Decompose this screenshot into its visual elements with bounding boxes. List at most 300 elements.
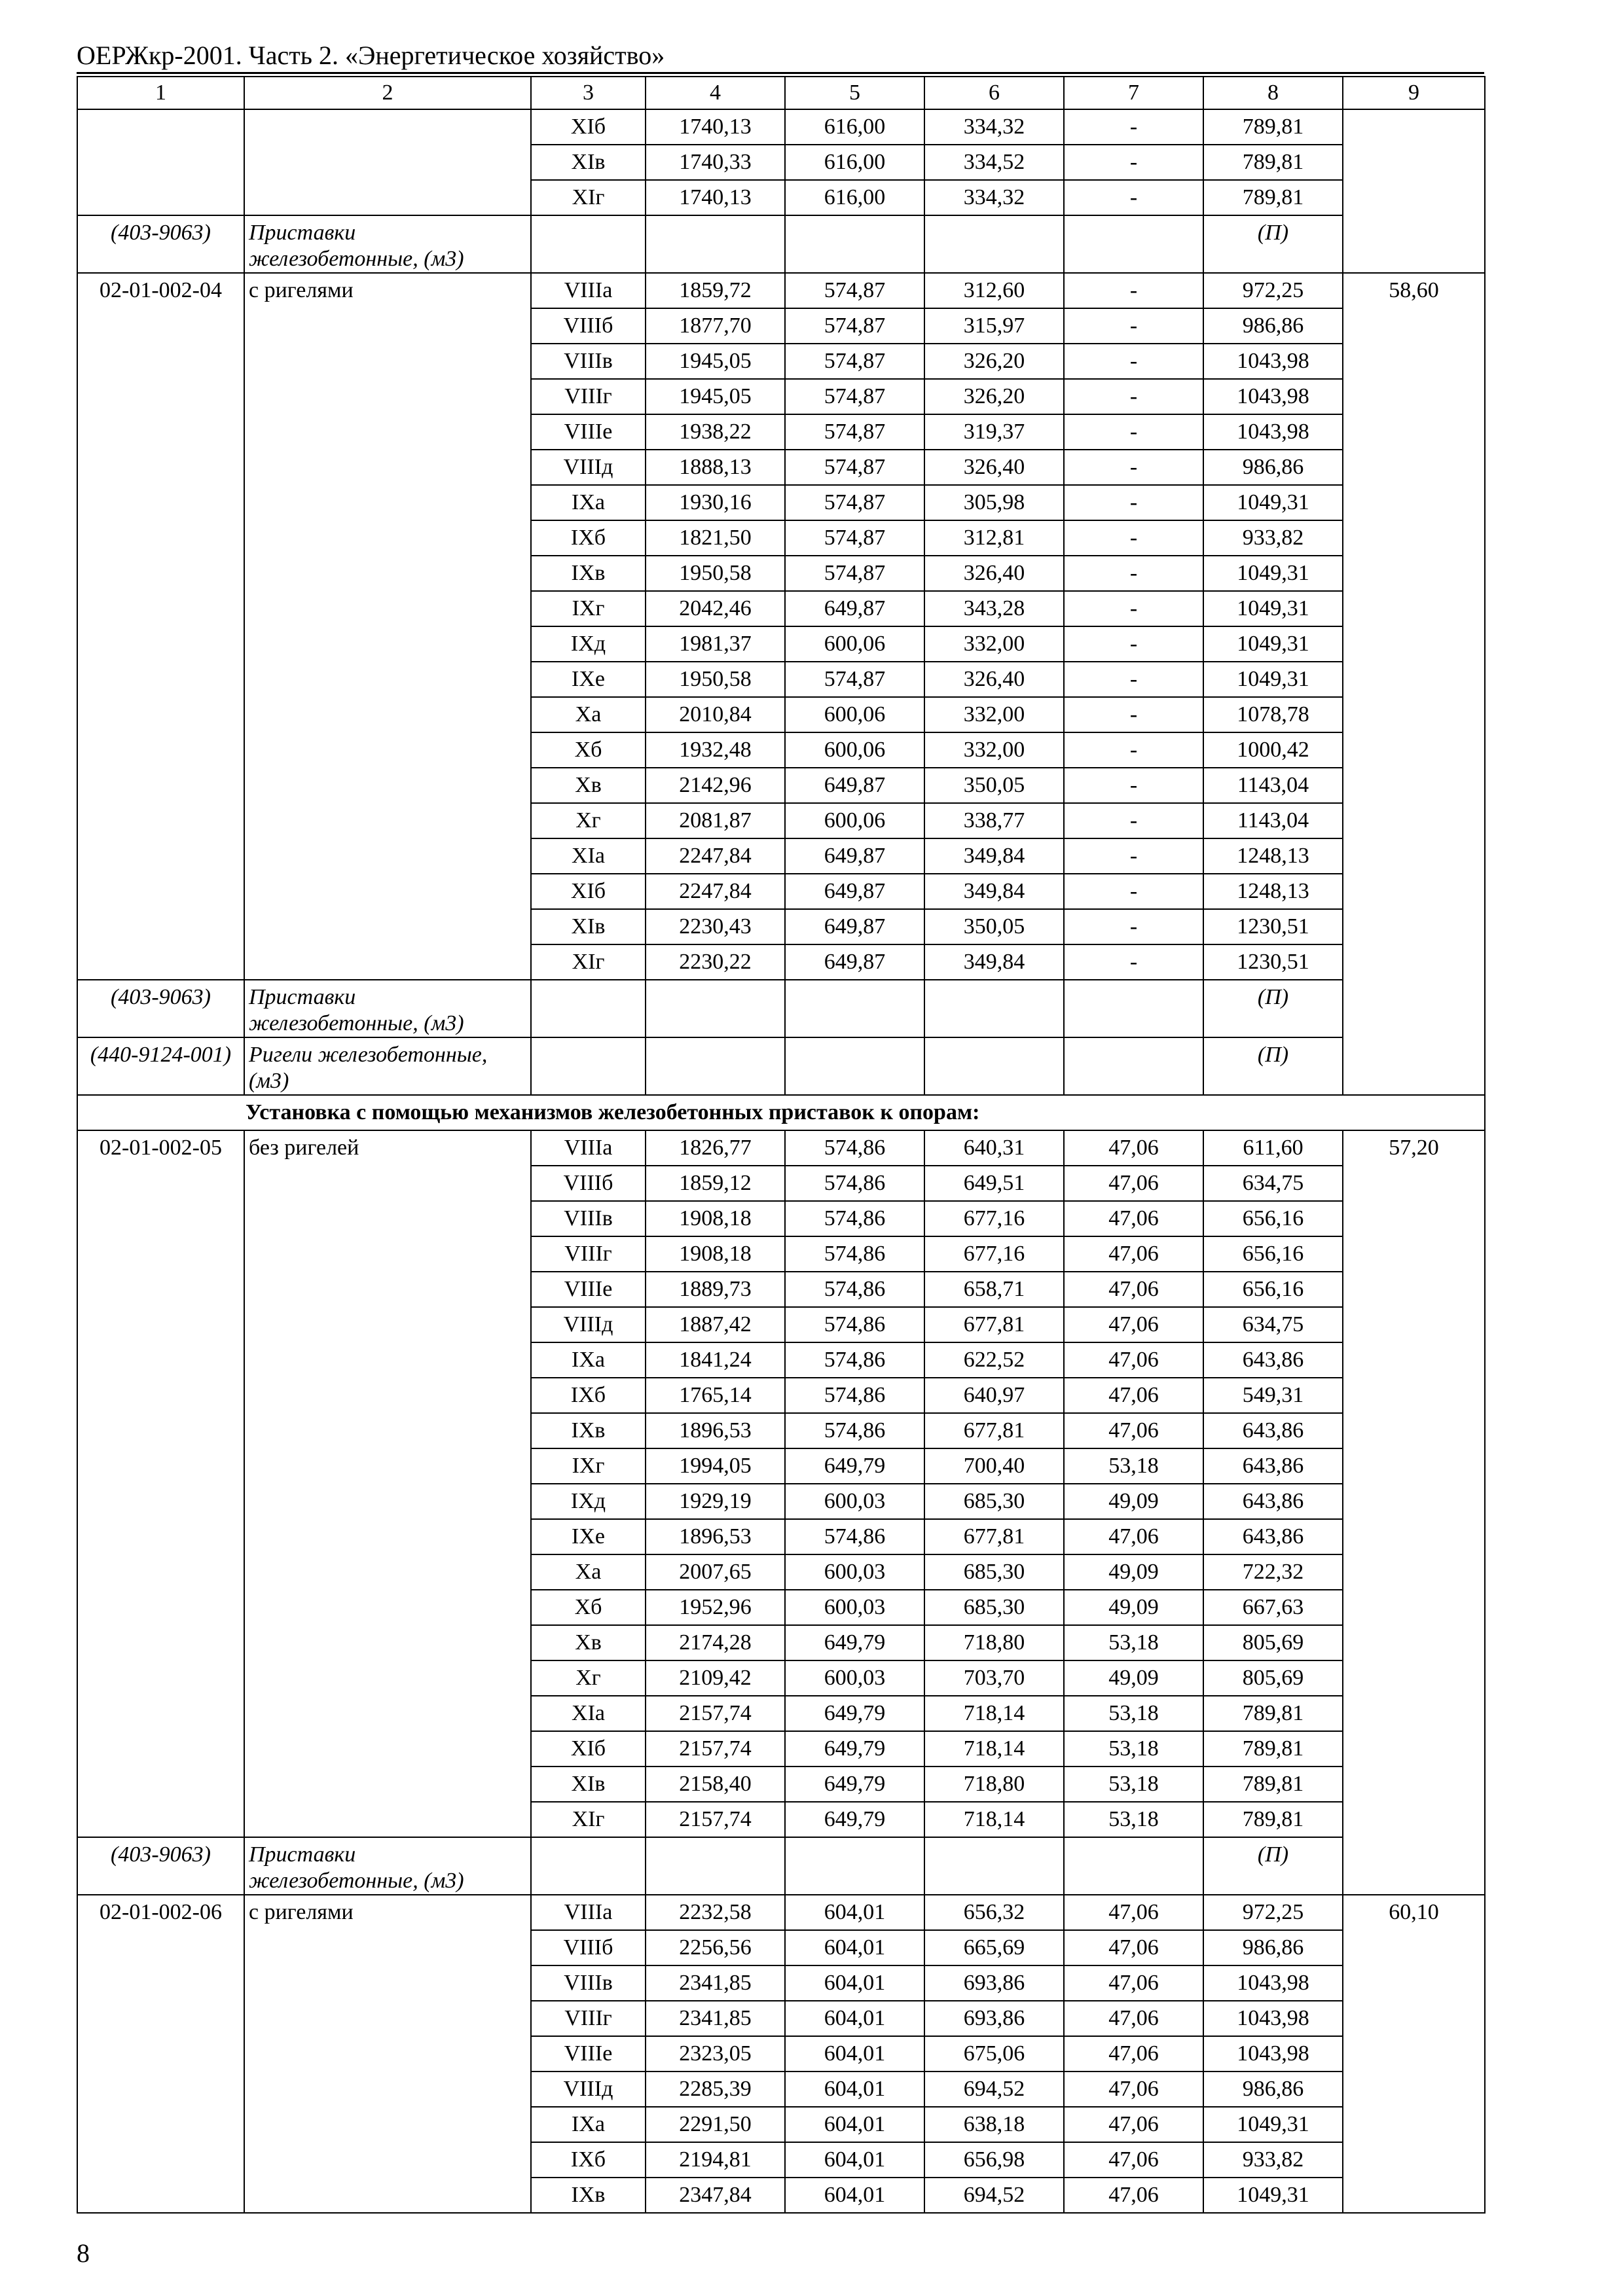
cell-col-6: 693,86 bbox=[924, 2001, 1064, 2036]
cell-col-5: 604,01 bbox=[785, 2142, 924, 2178]
cell-col-5: 649,79 bbox=[785, 1767, 924, 1802]
material-note-row bbox=[77, 215, 1485, 273]
cell-col-5: 649,87 bbox=[785, 838, 924, 874]
cell-col-5: 574,86 bbox=[785, 1272, 924, 1307]
empty-cell bbox=[924, 215, 1064, 273]
cell-col-3: IXг bbox=[531, 591, 646, 626]
cell-col-7: 49,09 bbox=[1064, 1660, 1203, 1696]
column-number: 1 bbox=[77, 77, 244, 109]
cell-col-6: 694,52 bbox=[924, 2072, 1064, 2107]
cell-col-6: 685,30 bbox=[924, 1554, 1064, 1590]
cell-col-4: 1841,24 bbox=[646, 1342, 785, 1378]
cell-col-7: - bbox=[1064, 838, 1203, 874]
norm-value bbox=[1343, 109, 1485, 273]
cell-col-5: 604,01 bbox=[785, 2001, 924, 2036]
column-number: 5 bbox=[785, 77, 924, 109]
cell-col-6: 693,86 bbox=[924, 1965, 1064, 2001]
cell-col-8: 1000,42 bbox=[1203, 732, 1343, 768]
cell-col-8: 1049,31 bbox=[1203, 591, 1343, 626]
cell-col-6: 319,37 bbox=[924, 414, 1064, 450]
empty-cell bbox=[785, 980, 924, 1037]
cell-col-7: 49,09 bbox=[1064, 1554, 1203, 1590]
cell-col-7: - bbox=[1064, 308, 1203, 344]
cell-col-7: 49,09 bbox=[1064, 1590, 1203, 1625]
cell-col-5: 616,00 bbox=[785, 180, 924, 215]
cell-col-3: IXг bbox=[531, 1448, 646, 1484]
cell-col-7: 53,18 bbox=[1064, 1625, 1203, 1660]
cell-col-6: 694,52 bbox=[924, 2178, 1064, 2213]
cell-col-6: 677,16 bbox=[924, 1236, 1064, 1272]
cell-col-8: 986,86 bbox=[1203, 450, 1343, 485]
table-row bbox=[77, 109, 1485, 145]
cell-col-7: - bbox=[1064, 626, 1203, 662]
cell-col-5: 574,86 bbox=[785, 1378, 924, 1413]
cell-col-6: 656,32 bbox=[924, 1895, 1064, 1930]
cell-col-8: 1043,98 bbox=[1203, 2001, 1343, 2036]
column-number: 3 bbox=[531, 77, 646, 109]
norm-value: 57,20 bbox=[1343, 1130, 1485, 1895]
cell-col-8: 1049,31 bbox=[1203, 2107, 1343, 2142]
material-name: Приставки железобетонные, (м3) bbox=[244, 980, 531, 1037]
table-body bbox=[77, 77, 1485, 2213]
cell-col-7: - bbox=[1064, 344, 1203, 379]
empty-cell bbox=[924, 980, 1064, 1037]
cell-col-3: XIв bbox=[531, 145, 646, 180]
cell-col-8: 789,81 bbox=[1203, 1731, 1343, 1767]
cell-col-7: - bbox=[1064, 944, 1203, 980]
cell-col-7: 53,18 bbox=[1064, 1802, 1203, 1837]
cell-col-6: 334,52 bbox=[924, 145, 1064, 180]
cell-col-5: 649,87 bbox=[785, 591, 924, 626]
cell-col-4: 2157,74 bbox=[646, 1731, 785, 1767]
cell-col-8: 986,86 bbox=[1203, 308, 1343, 344]
cell-col-6: 677,81 bbox=[924, 1307, 1064, 1342]
cell-col-8: 1049,31 bbox=[1203, 626, 1343, 662]
cell-col-5: 574,86 bbox=[785, 1166, 924, 1201]
cell-col-3: VIIIг bbox=[531, 2001, 646, 2036]
cell-col-3: IXа bbox=[531, 2107, 646, 2142]
material-note-row bbox=[77, 980, 1485, 1037]
cell-col-3: XIа bbox=[531, 1696, 646, 1731]
cell-col-8: 1230,51 bbox=[1203, 944, 1343, 980]
cell-col-6: 622,52 bbox=[924, 1342, 1064, 1378]
cell-col-3: XIв bbox=[531, 909, 646, 944]
cell-col-7: - bbox=[1064, 450, 1203, 485]
cell-col-3: XIа bbox=[531, 838, 646, 874]
cell-col-6: 334,32 bbox=[924, 109, 1064, 145]
cell-col-8: 634,75 bbox=[1203, 1307, 1343, 1342]
cell-col-8: 656,16 bbox=[1203, 1236, 1343, 1272]
cell-col-6: 718,80 bbox=[924, 1625, 1064, 1660]
cell-col-8: 789,81 bbox=[1203, 1802, 1343, 1837]
cell-col-8: 1043,98 bbox=[1203, 344, 1343, 379]
cell-col-3: IXв bbox=[531, 2178, 646, 2213]
header-rule bbox=[77, 72, 1484, 74]
material-mark: (П) bbox=[1203, 1837, 1343, 1895]
cell-col-4: 2247,84 bbox=[646, 874, 785, 909]
material-note-row bbox=[77, 1037, 1485, 1095]
rate-code: 02-01-002-05 bbox=[77, 1130, 244, 1837]
cell-col-6: 349,84 bbox=[924, 874, 1064, 909]
table-row bbox=[77, 1895, 1485, 1930]
cell-col-8: 972,25 bbox=[1203, 273, 1343, 308]
cell-col-7: - bbox=[1064, 273, 1203, 308]
cell-col-6: 332,00 bbox=[924, 697, 1064, 732]
cell-col-3: IXе bbox=[531, 662, 646, 697]
cell-col-4: 2007,65 bbox=[646, 1554, 785, 1590]
empty-cell bbox=[646, 215, 785, 273]
rate-code: 02-01-002-04 bbox=[77, 273, 244, 980]
cell-col-5: 649,79 bbox=[785, 1731, 924, 1767]
cell-col-5: 649,79 bbox=[785, 1696, 924, 1731]
cell-col-4: 1740,13 bbox=[646, 109, 785, 145]
cell-col-3: VIIIе bbox=[531, 2036, 646, 2072]
column-numbers-row bbox=[77, 77, 1485, 109]
cell-col-3: IXа bbox=[531, 485, 646, 520]
cell-col-8: 1049,31 bbox=[1203, 485, 1343, 520]
cell-col-6: 685,30 bbox=[924, 1484, 1064, 1519]
cell-col-4: 2157,74 bbox=[646, 1696, 785, 1731]
material-mark: (П) bbox=[1203, 215, 1343, 273]
cell-col-6: 343,28 bbox=[924, 591, 1064, 626]
cell-col-6: 315,97 bbox=[924, 308, 1064, 344]
rate-name bbox=[244, 109, 531, 215]
cell-col-6: 350,05 bbox=[924, 768, 1064, 803]
empty-cell bbox=[785, 215, 924, 273]
cell-col-6: 332,00 bbox=[924, 626, 1064, 662]
cell-col-3: VIIIб bbox=[531, 1930, 646, 1965]
cell-col-3: XIб bbox=[531, 1731, 646, 1767]
cell-col-8: 667,63 bbox=[1203, 1590, 1343, 1625]
cell-col-5: 604,01 bbox=[785, 1965, 924, 2001]
empty-cell bbox=[785, 1037, 924, 1095]
cell-col-4: 1908,18 bbox=[646, 1236, 785, 1272]
cell-col-8: 805,69 bbox=[1203, 1660, 1343, 1696]
cell-col-6: 326,40 bbox=[924, 556, 1064, 591]
cell-col-8: 1043,98 bbox=[1203, 379, 1343, 414]
cell-col-3: XIв bbox=[531, 1767, 646, 1802]
cell-col-7: - bbox=[1064, 591, 1203, 626]
cell-col-3: XIг bbox=[531, 180, 646, 215]
cell-col-6: 640,97 bbox=[924, 1378, 1064, 1413]
cell-col-7: 47,06 bbox=[1064, 1236, 1203, 1272]
cell-col-5: 616,00 bbox=[785, 145, 924, 180]
cell-col-4: 1821,50 bbox=[646, 520, 785, 556]
empty-cell bbox=[924, 1837, 1064, 1895]
cell-col-6: 656,98 bbox=[924, 2142, 1064, 2178]
cell-col-4: 1765,14 bbox=[646, 1378, 785, 1413]
cell-col-4: 1896,53 bbox=[646, 1519, 785, 1554]
cell-col-7: 47,06 bbox=[1064, 1307, 1203, 1342]
cell-col-6: 326,40 bbox=[924, 662, 1064, 697]
cell-col-4: 2174,28 bbox=[646, 1625, 785, 1660]
cell-col-8: 986,86 bbox=[1203, 2072, 1343, 2107]
cell-col-8: 643,86 bbox=[1203, 1519, 1343, 1554]
cell-col-5: 574,86 bbox=[785, 1236, 924, 1272]
material-note-row bbox=[77, 1837, 1485, 1895]
material-name: Ригели железобетонные, (м3) bbox=[244, 1037, 531, 1095]
cell-col-3: Xг bbox=[531, 803, 646, 838]
cell-col-4: 2256,56 bbox=[646, 1930, 785, 1965]
cell-col-7: 47,06 bbox=[1064, 1930, 1203, 1965]
cell-col-4: 1929,19 bbox=[646, 1484, 785, 1519]
cell-col-6: 349,84 bbox=[924, 944, 1064, 980]
cell-col-3: XIг bbox=[531, 944, 646, 980]
material-mark: (П) bbox=[1203, 980, 1343, 1037]
cell-col-3: Xа bbox=[531, 1554, 646, 1590]
material-code: (403-9063) bbox=[77, 215, 244, 273]
cell-col-3: IXв bbox=[531, 556, 646, 591]
cell-col-6: 326,40 bbox=[924, 450, 1064, 485]
cell-col-7: 47,06 bbox=[1064, 2107, 1203, 2142]
cell-col-7: 47,06 bbox=[1064, 1519, 1203, 1554]
cell-col-3: VIIIа bbox=[531, 273, 646, 308]
cell-col-3: VIIIд bbox=[531, 450, 646, 485]
cell-col-5: 604,01 bbox=[785, 2178, 924, 2213]
empty-cell bbox=[531, 980, 646, 1037]
cell-col-7: 47,06 bbox=[1064, 2142, 1203, 2178]
cell-col-4: 1859,12 bbox=[646, 1166, 785, 1201]
cell-col-7: 47,06 bbox=[1064, 1272, 1203, 1307]
cell-col-4: 2291,50 bbox=[646, 2107, 785, 2142]
rate-name: с ригелями bbox=[244, 273, 531, 980]
cell-col-5: 604,01 bbox=[785, 2072, 924, 2107]
page-number: 8 bbox=[77, 2238, 90, 2268]
cell-col-7: 47,06 bbox=[1064, 1895, 1203, 1930]
column-number: 7 bbox=[1064, 77, 1203, 109]
cell-col-3: VIIIа bbox=[531, 1895, 646, 1930]
cell-col-5: 600,03 bbox=[785, 1484, 924, 1519]
cell-col-5: 574,86 bbox=[785, 1130, 924, 1166]
cell-col-4: 2142,96 bbox=[646, 768, 785, 803]
cell-col-3: VIIIд bbox=[531, 2072, 646, 2107]
cell-col-6: 350,05 bbox=[924, 909, 1064, 944]
cell-col-6: 703,70 bbox=[924, 1660, 1064, 1696]
cell-col-3: VIIIг bbox=[531, 379, 646, 414]
cell-col-7: 47,06 bbox=[1064, 1965, 1203, 2001]
cell-col-5: 574,87 bbox=[785, 485, 924, 520]
cell-col-3: Xа bbox=[531, 697, 646, 732]
cell-col-6: 649,51 bbox=[924, 1166, 1064, 1201]
cell-col-8: 1043,98 bbox=[1203, 1965, 1343, 2001]
cell-col-8: 643,86 bbox=[1203, 1342, 1343, 1378]
material-mark: (П) bbox=[1203, 1037, 1343, 1095]
cell-col-5: 574,86 bbox=[785, 1413, 924, 1448]
cell-col-6: 718,14 bbox=[924, 1696, 1064, 1731]
cell-col-8: 972,25 bbox=[1203, 1895, 1343, 1930]
cell-col-6: 700,40 bbox=[924, 1448, 1064, 1484]
cell-col-4: 1887,42 bbox=[646, 1307, 785, 1342]
cell-col-4: 1938,22 bbox=[646, 414, 785, 450]
cell-col-5: 574,86 bbox=[785, 1519, 924, 1554]
cell-col-7: 53,18 bbox=[1064, 1731, 1203, 1767]
cell-col-6: 305,98 bbox=[924, 485, 1064, 520]
cell-col-3: VIIIа bbox=[531, 1130, 646, 1166]
cell-col-7: 47,06 bbox=[1064, 1378, 1203, 1413]
cell-col-7: 47,06 bbox=[1064, 1201, 1203, 1236]
cell-col-7: - bbox=[1064, 379, 1203, 414]
norm-value: 58,60 bbox=[1343, 273, 1485, 1095]
cell-col-6: 312,60 bbox=[924, 273, 1064, 308]
empty-cell bbox=[646, 1037, 785, 1095]
cell-col-6: 665,69 bbox=[924, 1930, 1064, 1965]
cell-col-8: 643,86 bbox=[1203, 1484, 1343, 1519]
cell-col-5: 574,87 bbox=[785, 273, 924, 308]
cell-col-8: 1078,78 bbox=[1203, 697, 1343, 732]
cell-col-6: 675,06 bbox=[924, 2036, 1064, 2072]
cell-col-4: 2323,05 bbox=[646, 2036, 785, 2072]
empty-cell bbox=[785, 1837, 924, 1895]
cell-col-6: 638,18 bbox=[924, 2107, 1064, 2142]
cell-col-7: 47,06 bbox=[1064, 2036, 1203, 2072]
cell-col-6: 326,20 bbox=[924, 344, 1064, 379]
cell-col-3: IXд bbox=[531, 626, 646, 662]
cell-col-4: 2285,39 bbox=[646, 2072, 785, 2107]
cell-col-6: 349,84 bbox=[924, 838, 1064, 874]
cell-col-8: 986,86 bbox=[1203, 1930, 1343, 1965]
cell-col-4: 2230,22 bbox=[646, 944, 785, 980]
cell-col-3: VIIIе bbox=[531, 414, 646, 450]
cell-col-4: 1945,05 bbox=[646, 344, 785, 379]
cell-col-6: 334,32 bbox=[924, 180, 1064, 215]
cell-col-3: VIIIв bbox=[531, 1201, 646, 1236]
material-name: Приставки железобетонные, (м3) bbox=[244, 215, 531, 273]
cell-col-7: - bbox=[1064, 145, 1203, 180]
cell-col-3: VIIIд bbox=[531, 1307, 646, 1342]
cell-col-8: 805,69 bbox=[1203, 1625, 1343, 1660]
cell-col-3: VIIIб bbox=[531, 308, 646, 344]
cell-col-3: Xб bbox=[531, 1590, 646, 1625]
cell-col-5: 604,01 bbox=[785, 2107, 924, 2142]
cell-col-8: 789,81 bbox=[1203, 1696, 1343, 1731]
cell-col-4: 1908,18 bbox=[646, 1201, 785, 1236]
empty-cell bbox=[1064, 1837, 1203, 1895]
cell-col-8: 656,16 bbox=[1203, 1201, 1343, 1236]
cell-col-7: 47,06 bbox=[1064, 2072, 1203, 2107]
cell-col-5: 604,01 bbox=[785, 1895, 924, 1930]
material-code: (403-9063) bbox=[77, 1837, 244, 1895]
cell-col-5: 600,06 bbox=[785, 697, 924, 732]
empty-cell bbox=[531, 215, 646, 273]
cell-col-8: 789,81 bbox=[1203, 180, 1343, 215]
cell-col-7: 47,06 bbox=[1064, 1413, 1203, 1448]
cell-col-4: 1952,96 bbox=[646, 1590, 785, 1625]
cell-col-7: - bbox=[1064, 662, 1203, 697]
cell-col-4: 2157,74 bbox=[646, 1802, 785, 1837]
cell-col-5: 649,79 bbox=[785, 1448, 924, 1484]
cell-col-6: 332,00 bbox=[924, 732, 1064, 768]
cell-col-8: 643,86 bbox=[1203, 1413, 1343, 1448]
cell-col-7: - bbox=[1064, 109, 1203, 145]
cell-col-3: IXб bbox=[531, 1378, 646, 1413]
cell-col-3: XIб bbox=[531, 874, 646, 909]
cell-col-3: XIг bbox=[531, 1802, 646, 1837]
cell-col-4: 1740,13 bbox=[646, 180, 785, 215]
cell-col-5: 574,87 bbox=[785, 556, 924, 591]
cell-col-6: 658,71 bbox=[924, 1272, 1064, 1307]
cell-col-4: 2232,58 bbox=[646, 1895, 785, 1930]
cell-col-5: 604,01 bbox=[785, 2036, 924, 2072]
cell-col-8: 634,75 bbox=[1203, 1166, 1343, 1201]
cell-col-7: - bbox=[1064, 803, 1203, 838]
cell-col-6: 685,30 bbox=[924, 1590, 1064, 1625]
material-code: (440-9124-001) bbox=[77, 1037, 244, 1095]
cell-col-8: 933,82 bbox=[1203, 2142, 1343, 2178]
cell-col-8: 789,81 bbox=[1203, 109, 1343, 145]
cell-col-6: 326,20 bbox=[924, 379, 1064, 414]
cell-col-6: 338,77 bbox=[924, 803, 1064, 838]
cell-col-5: 600,06 bbox=[785, 732, 924, 768]
cell-col-8: 1043,98 bbox=[1203, 2036, 1343, 2072]
cell-col-3: Xв bbox=[531, 1625, 646, 1660]
empty-cell bbox=[646, 1837, 785, 1895]
cell-col-4: 1945,05 bbox=[646, 379, 785, 414]
cell-col-3: IXд bbox=[531, 1484, 646, 1519]
cell-col-5: 649,79 bbox=[785, 1802, 924, 1837]
cell-col-4: 2247,84 bbox=[646, 838, 785, 874]
cell-col-4: 1981,37 bbox=[646, 626, 785, 662]
cell-col-5: 600,03 bbox=[785, 1590, 924, 1625]
cell-col-3: VIIIе bbox=[531, 1272, 646, 1307]
cell-col-6: 718,80 bbox=[924, 1767, 1064, 1802]
cell-col-6: 677,81 bbox=[924, 1519, 1064, 1554]
cell-col-3: Xв bbox=[531, 768, 646, 803]
cell-col-5: 604,01 bbox=[785, 1930, 924, 1965]
cell-col-5: 649,87 bbox=[785, 768, 924, 803]
material-code: (403-9063) bbox=[77, 980, 244, 1037]
cell-col-3: IXб bbox=[531, 520, 646, 556]
column-number: 2 bbox=[244, 77, 531, 109]
cell-col-5: 649,87 bbox=[785, 874, 924, 909]
cell-col-5: 574,87 bbox=[785, 344, 924, 379]
rate-name: без ригелей bbox=[244, 1130, 531, 1837]
cell-col-4: 1888,13 bbox=[646, 450, 785, 485]
empty-cell bbox=[646, 980, 785, 1037]
cell-col-8: 789,81 bbox=[1203, 1767, 1343, 1802]
cell-col-7: 53,18 bbox=[1064, 1448, 1203, 1484]
cell-col-8: 722,32 bbox=[1203, 1554, 1343, 1590]
cell-col-7: 47,06 bbox=[1064, 2001, 1203, 2036]
cell-col-7: 49,09 bbox=[1064, 1484, 1203, 1519]
cell-col-3: VIIIг bbox=[531, 1236, 646, 1272]
cell-col-5: 600,06 bbox=[785, 803, 924, 838]
rate-name: с ригелями bbox=[244, 1895, 531, 2213]
cell-col-3: XIб bbox=[531, 109, 646, 145]
cell-col-4: 2347,84 bbox=[646, 2178, 785, 2213]
column-number: 6 bbox=[924, 77, 1064, 109]
cell-col-6: 312,81 bbox=[924, 520, 1064, 556]
cell-col-4: 2341,85 bbox=[646, 2001, 785, 2036]
cell-col-5: 574,87 bbox=[785, 308, 924, 344]
cell-col-7: 47,06 bbox=[1064, 1342, 1203, 1378]
column-number: 8 bbox=[1203, 77, 1343, 109]
cell-col-4: 2158,40 bbox=[646, 1767, 785, 1802]
rate-code: 02-01-002-06 bbox=[77, 1895, 244, 2213]
cell-col-3: IXв bbox=[531, 1413, 646, 1448]
cell-col-7: - bbox=[1064, 909, 1203, 944]
cell-col-7: 47,06 bbox=[1064, 1166, 1203, 1201]
cell-col-6: 677,16 bbox=[924, 1201, 1064, 1236]
cell-col-5: 649,79 bbox=[785, 1625, 924, 1660]
cell-col-7: - bbox=[1064, 414, 1203, 450]
cell-col-8: 656,16 bbox=[1203, 1272, 1343, 1307]
cell-col-7: - bbox=[1064, 732, 1203, 768]
cell-col-6: 640,31 bbox=[924, 1130, 1064, 1166]
table-row bbox=[77, 1130, 1485, 1166]
cell-col-5: 600,03 bbox=[785, 1554, 924, 1590]
cell-col-4: 2194,81 bbox=[646, 2142, 785, 2178]
rate-code bbox=[77, 109, 244, 215]
